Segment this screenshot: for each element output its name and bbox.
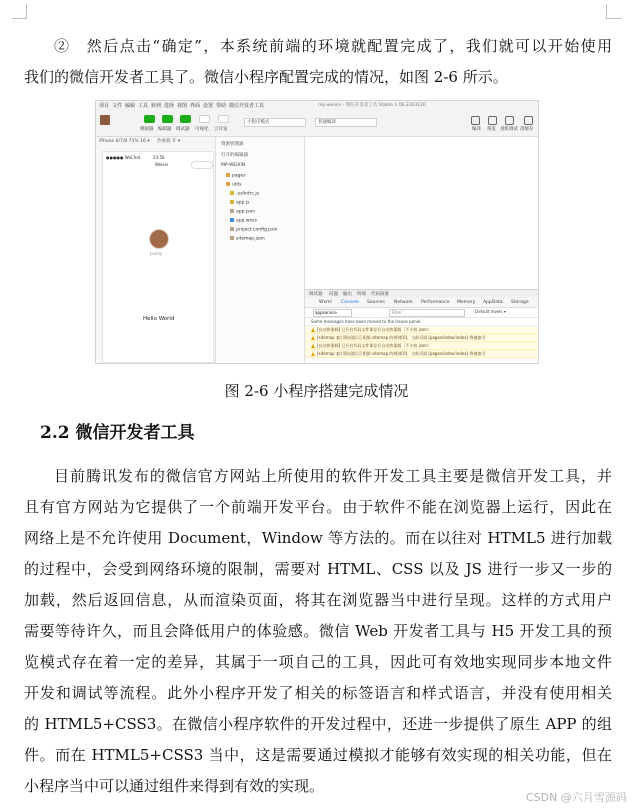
panel-tab[interactable]: 代码质量	[371, 292, 389, 297]
editor-area[interactable]	[305, 137, 538, 289]
toolbar-label: 编辑器	[158, 127, 172, 132]
simulator-toggle-icon[interactable]	[144, 115, 155, 123]
menu-bar	[96, 101, 538, 111]
warning-icon	[311, 336, 315, 340]
watermark: CSDN @六月雪源码	[526, 791, 627, 804]
paragraph-intro	[24, 31, 612, 93]
paragraph-line: 件。而在 HTML5+CSS3 当中，这是需要通过模拟才能够有效实现的相关功能，但在	[24, 746, 612, 764]
tab-console[interactable]: Console	[341, 300, 359, 305]
device-select[interactable]: iPhone 6/7/8 75% 16 ▾	[99, 139, 150, 144]
panel-tab[interactable]: 终端	[357, 292, 366, 297]
tab-wxml[interactable]: Wxml	[319, 300, 332, 305]
console-message: [自动热重载] 已开启代码文件保存后自动热重载（不支持 json）	[305, 326, 538, 334]
figure-caption: 图 2-6 小程序搭建完成情况	[224, 382, 409, 400]
console-panel	[305, 289, 538, 364]
simulator-header	[96, 137, 218, 147]
mode-select[interactable]: 小程序模式	[244, 118, 306, 127]
log-levels-select[interactable]: Default levels ▾	[475, 309, 506, 314]
paragraph-line: 目前腾讯发布的微信官方网站上所使用的软件开发工具主要是微信开发工具，并	[54, 467, 612, 485]
file-item[interactable]: pages	[226, 173, 246, 179]
cloud-toggle-icon[interactable]	[218, 115, 229, 123]
paragraph-line: 开发和调试等流程。此外小程序开发了相关的标签语言和样式语言，并没有使用相关	[24, 684, 612, 702]
remote-debug-icon[interactable]	[505, 116, 514, 125]
simulator-panel	[96, 137, 216, 363]
json-icon	[230, 236, 234, 240]
js-icon	[230, 191, 234, 195]
tab-storage[interactable]: Storage	[511, 300, 529, 305]
devtools-tabs	[305, 298, 538, 308]
js-icon	[230, 200, 234, 204]
folder-icon	[226, 173, 230, 177]
toolbar-label: 真机调试	[500, 127, 518, 132]
menu-item[interactable]: 视图	[177, 103, 188, 109]
avatar[interactable]	[100, 115, 110, 125]
file-item[interactable]: app.js	[230, 200, 250, 206]
hello-text: Hello World	[143, 316, 175, 322]
page-corner-mark-right	[606, 4, 621, 19]
menu-item[interactable]: 转到	[151, 103, 162, 109]
console-filter-bar	[305, 308, 538, 318]
toolbar-label: 调试器	[176, 127, 190, 132]
warning-icon	[311, 328, 315, 332]
toolbar-label: 清缓存	[520, 127, 534, 132]
toolbar	[96, 111, 538, 137]
warning-icon	[311, 344, 315, 348]
compile-icon[interactable]	[471, 116, 480, 125]
menu-item[interactable]: 设置	[203, 103, 214, 109]
section-heading: 2.2 微信开发者工具	[40, 423, 195, 443]
panel-tabs	[305, 290, 538, 298]
console-message: [sitemap 索引情况提示] 根据 sitemap 的规则[0]，当前页面 [pages/index/index] 将被索引	[305, 334, 538, 342]
paragraph-line: ② 然后点击“确定”，本系统前端的环境就配置完成了，我们就可以开始使用	[54, 37, 612, 55]
file-item[interactable]: app.wxss	[230, 218, 257, 224]
file-explorer	[216, 137, 305, 363]
menu-item[interactable]: 文件	[112, 103, 123, 109]
toolbar-label: 可视化	[195, 127, 209, 132]
clock: 23:56	[153, 155, 165, 160]
toolbar-label: 编译	[472, 127, 481, 132]
devtools-screenshot-figure	[95, 100, 539, 364]
json-icon	[230, 227, 234, 231]
context-select[interactable]: appservice	[313, 309, 352, 317]
tab-memory[interactable]: Memory	[457, 300, 476, 305]
menu-item[interactable]: 项目	[99, 103, 110, 109]
window-title: mp-weixin - 微信开发者工具 Stable 1.06.2303220	[318, 103, 426, 108]
paragraph-line: 需要等待许久，而且会降低用户的体验感。微信 Web 开发者工具与 H5 开发工具的预	[24, 622, 612, 640]
visual-toggle-icon[interactable]	[199, 115, 210, 123]
tab-appdata[interactable]: AppData	[483, 300, 503, 305]
panel-tab[interactable]: 输出	[343, 292, 352, 297]
capsule-menu-icon[interactable]	[191, 161, 213, 169]
paragraph-body	[24, 461, 612, 802]
tab-performance[interactable]: Performance	[421, 300, 450, 305]
project-root[interactable]: MP-WEIXIN	[221, 163, 246, 168]
menu-item[interactable]: 界面	[190, 103, 201, 109]
menu-item[interactable]: 帮助	[216, 103, 227, 109]
console-message: Some messages have been moved to the Issues panel.	[305, 318, 538, 326]
menu-item[interactable]: 选择	[164, 103, 175, 109]
menu-item[interactable]: 微信开发者工具	[229, 103, 265, 109]
file-item[interactable]: utils	[226, 182, 241, 188]
paragraph-line: 我们的微信开发者工具了。微信小程序配置完成的情况，如图 2-6 所示。	[24, 68, 508, 86]
paragraph-line: 网络上是不允许使用 Document，Window 等方法的。而在以往对 HTML5 进行加载	[24, 529, 612, 547]
tab-network[interactable]: Network	[394, 300, 413, 305]
panel-tab[interactable]: 调试器	[309, 292, 323, 297]
paragraph-line: 览模式存在着一定的差异，其属于一项自己的工具，因此可有效地实现同步本地文件	[24, 653, 612, 671]
hot-reload-select[interactable]: 热重载 开 ▾	[156, 139, 181, 144]
user-nickname: Jouldy	[150, 251, 163, 256]
folder-icon	[226, 182, 230, 186]
paragraph-line: 且有官方网站为它提供了一个前端开发平台。由于软件不能在浏览器上运行，因此在	[24, 498, 612, 516]
file-item[interactable]: project.config.json	[230, 227, 277, 233]
compile-select[interactable]: 普通编译	[315, 118, 377, 127]
page-corner-mark-left	[12, 4, 27, 19]
tab-sources[interactable]: Sources	[367, 300, 385, 305]
menu-item[interactable]: 工具	[138, 103, 149, 109]
toolbar-label: 云开发	[214, 127, 228, 132]
json-icon	[230, 209, 234, 213]
menu-item[interactable]: 编辑	[125, 103, 136, 109]
debugger-toggle-icon[interactable]	[180, 115, 191, 123]
toolbar-label: 模拟器	[140, 127, 154, 132]
filter-input[interactable]: Filter	[389, 309, 465, 317]
phone-screen	[102, 151, 214, 363]
explorer-title: 资源管理器	[221, 142, 244, 147]
paragraph-line: 的 HTML5+CSS3。在微信小程序软件的开发过程中，还进一步提供了原生 APP 的组	[24, 715, 612, 733]
panel-tab[interactable]: 问题	[329, 292, 338, 297]
paragraph-line: 加载，然后返回信息，从而渲染页面，将其在浏览器当中进行呈现。这样的方式用户	[24, 591, 612, 609]
toolbar-label: 预览	[487, 127, 496, 132]
paragraph-line: 的过程中，会受到网络环境的限制，需要对 HTML、CSS 以及 JS 进行一步又一步的	[24, 560, 612, 578]
file-item[interactable]: .eslintrc.js	[230, 191, 259, 197]
preview-icon[interactable]	[488, 116, 497, 125]
clear-cache-icon[interactable]	[524, 116, 533, 125]
file-item[interactable]: app.json	[230, 209, 255, 215]
open-editors-section[interactable]: 打开的编辑器	[221, 153, 248, 158]
console-message: [sitemap 索引情况提示] 根据 sitemap 的规则[0]，当前页面 [pages/index/index] 将被索引	[305, 350, 538, 358]
warning-icon	[311, 352, 315, 356]
file-item[interactable]: sitemap.json	[230, 236, 265, 242]
signal-indicator: ●●●●● WeChat	[106, 155, 141, 160]
wxss-icon	[230, 218, 234, 222]
paragraph-line: 小程序当中可以通过组件来得到有效的实现。	[24, 777, 325, 795]
editor-toggle-icon[interactable]	[162, 115, 173, 123]
nav-title: Weixin	[155, 162, 169, 167]
user-avatar	[149, 229, 169, 249]
console-message: [自动热重载] 已开启代码文件保存后自动热重载（不支持 json）	[305, 342, 538, 350]
